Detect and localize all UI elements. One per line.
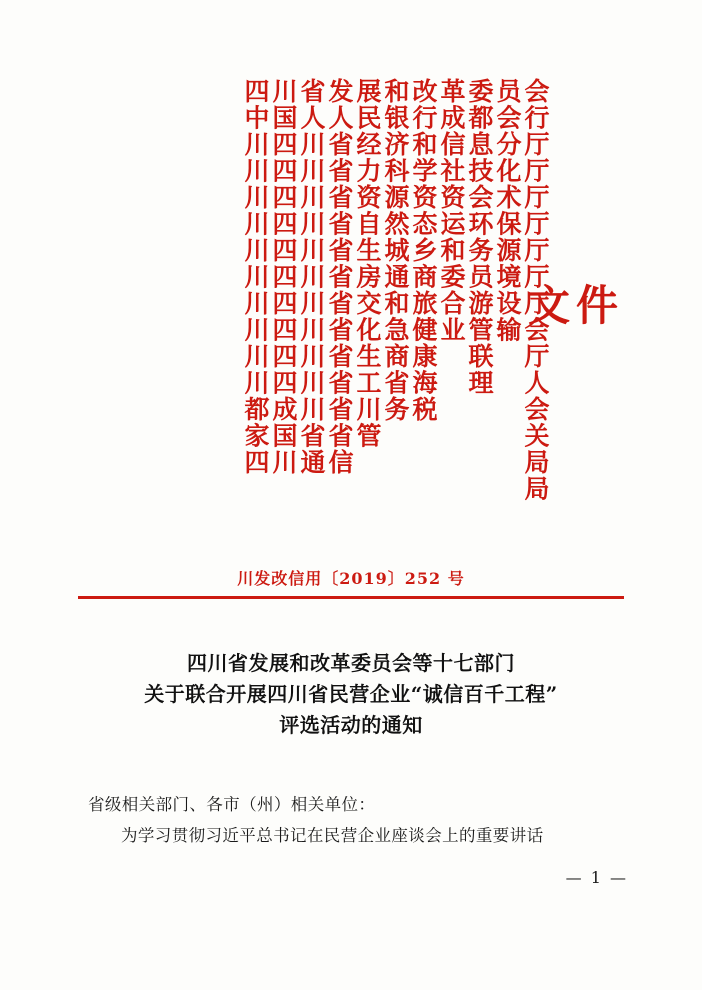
- letterhead-column: 川国四四四四四四四四四四成国川: [269, 78, 298, 476]
- letterhead-column: 会行厅厅厅厅厅厅厅会厅人会关局局: [521, 78, 550, 502]
- red-divider-rule: [78, 596, 624, 599]
- title-line-2: 关于联合开展四川省民营企业“诚信百千工程”: [144, 682, 558, 706]
- letterhead-masthead: [78, 78, 624, 538]
- document-number: 川发改信用〔2019〕252 号: [237, 569, 465, 588]
- letterhead-columns: [78, 78, 548, 538]
- letterhead-column: 省人川川川川川川川川川川川省通: [297, 78, 326, 476]
- letterhead-wenjian: 文件: [527, 281, 624, 330]
- letterhead-column: 发人省省省省省省省省省省省省信: [325, 78, 354, 476]
- body-paragraph-1: 为学习贯彻习近平总书记在民营企业座谈会上的重要讲话: [121, 825, 544, 845]
- title-line-1: 四川省发展和改革委员会等十七部门: [187, 651, 515, 675]
- document-title: [78, 648, 624, 741]
- letterhead-column: 改行和学资态乡商旅健康海税: [409, 78, 438, 423]
- letterhead-column: 革成信社资运和委合业: [437, 78, 466, 343]
- body-salutation: 省级相关部门、各市（州）相关单位：: [88, 795, 376, 814]
- letterhead-column: 展民经力资自生房交化生工川管: [353, 78, 382, 449]
- title-line-3: 评选活动的通知: [279, 713, 423, 737]
- letterhead-column: 和银济科源然城通和急商省务: [381, 78, 410, 423]
- letterhead-column: 四中川川川川川川川川川川都家四: [241, 78, 270, 476]
- page-number: — 1 —: [565, 868, 628, 887]
- letterhead-column: 委都息技会环务员游管联理: [465, 78, 494, 396]
- document-body: [88, 790, 616, 851]
- document-number-row: [0, 566, 702, 606]
- letterhead-column: 员会分化术保源境设输: [493, 78, 522, 343]
